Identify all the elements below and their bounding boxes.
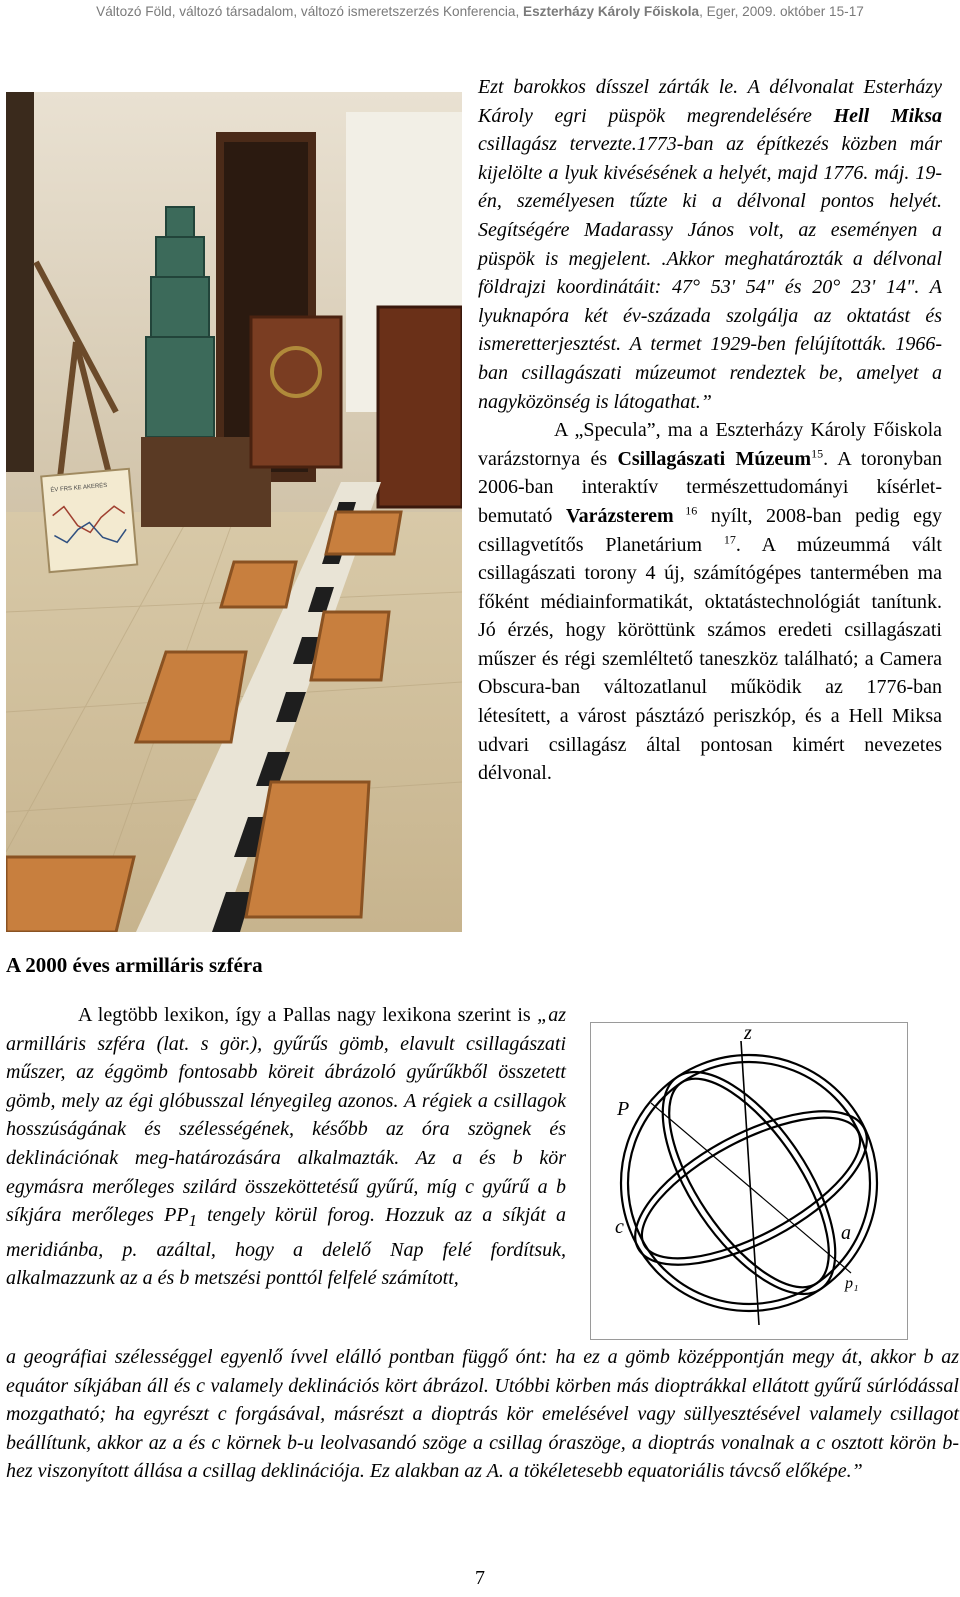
hell-miksa-bold: Hell Miksa xyxy=(833,104,942,127)
page-number: 7 xyxy=(475,1567,485,1589)
bottom-paragraph: a geográfiai szélességgel egyenlő ívvel elálló pontban függő ónt: ha ez a gömb középpontján megy át, akkor b az equátor síkjában áll és c valamely deklinációs kört ábrázol. Utóbbi körben más dioptrákkal ellátott gyűrű súrlódással mozgatható; ha egyrészt c forgásával, másrészt a dioptrás kör emelésével vagy süllyesztésével valamely csillagot beállítunk, akkor az a és c körnek b-u leolvasandó szöge a csillag óraszöge, a dioptrás vonalnak a c osztott körön b-hez viszonyított állása a csillag deklinációja. Ez alakban az A. a tökéletesebb equatoriális távcső előképe.” xyxy=(6,1346,959,1483)
photo-caption: A 2000 éves armilláris szféra xyxy=(6,953,263,977)
footnote-ref-16[interactable]: 16 xyxy=(673,503,698,518)
label-p: P xyxy=(617,1098,630,1120)
armillary-sphere-figure xyxy=(590,1022,908,1340)
poster-title: ÉV FRS KE AKERÉS xyxy=(50,482,108,494)
left-column xyxy=(6,1001,566,1293)
header-text: Változó Föld, változó társadalom, változó ismeretszerzés Konferencia, xyxy=(96,4,524,19)
footnote-ref-17[interactable]: 17 xyxy=(723,531,736,546)
right-column xyxy=(478,73,942,788)
label-a: a xyxy=(841,1222,851,1244)
label-p1: p₁ xyxy=(845,1275,859,1292)
footnote-ref-15[interactable]: 15 xyxy=(811,446,824,461)
right-paragraph-1: Ezt barokkos dísszel zárták le. A délvonalat Esterházy Károly egri püspök megrendelésére Hell Miksa csillagász tervezte.1773-ban az építkezés közben már kijelölte a lyuk kivésésének a helyét, majd 1776. máj. 19-én, személyesen tűzte ki a délvonal pontos helyét. Segítségére Madarassy János volt, az eseményen a püspök is megjelent. .Akkor meghatározták a délvonal földrajzi koordinátáit: 47° 53' 54" és 20° 23' 14". A lyuknapóra két év-százada szolgálja az oktatást és ismeretterjesztést. A termet 1929-ben felújították. 1966-ban csillagászati múzeumot rendeztek be, amelyet a nagyközönség is látogathat.” xyxy=(478,76,942,413)
label-z: z xyxy=(744,1023,752,1044)
header-date: , Eger, 2009. október 15-17 xyxy=(699,4,864,19)
header-institution: Eszterházy Károly Főiskola xyxy=(523,4,700,19)
left-paragraph: A legtöbb lexikon, így a Pallas nagy lexikona szerint is „az armilláris szféra (lat. s gör.), gyűrűs gömb, elavult csillagászati műszer, az éggömb fontosabb köreit ábrázoló gyűrűkből összetett gömb, mely az égi glóbusszal lényegileg azonos. A régiek a csillagok hosszúságának és szélességének, később az óra szögnek és deklinációnak meg-határozására alkalmazták. Az a és b kör egymásra merőleges szilárd összeköttetésű gyűrű, míg c gyűrű a b síkjára merőleges $PP_1$ tengely körül forog. Hozzuk az a síkját a meridiánba, p. azáltal, hogy a delelő Nap felé fordítsuk, alkalmazzunk az a és b metszési ponttól felfelé számított, xyxy=(6,1004,567,1290)
label-c: c xyxy=(615,1216,624,1238)
museum-photo xyxy=(6,92,462,932)
running-header xyxy=(0,4,960,19)
right-paragraph-2: A „Specula”, ma a Eszterházy Károly Főiskola varázstornya és Csillagászati Múzeum$^{15}$. A toronyban 2006-ban interaktív természettudományi kísérlet-bemutató Varázsterem $^{16}$ nyílt, 2008-ban pedig egy csillagvetítős Planetárium $^{17}$. A múzeummá vált csillagászati torony 4 új, számítógépes tantermében ma főként médiainformatikát, oktatástechnológiát tanítunk. Jó érzés, hogy köröttünk számos eredeti csillagászati műszer és régi szemléltető taneszköz található; a Camera Obscura-ban változatlanul működik az 1776-ban létesített, a várost pásztázó periszkóp, és a Hell Miksa udvari csillagász által pontosan kimért nevezetes délvonal. xyxy=(478,419,942,785)
